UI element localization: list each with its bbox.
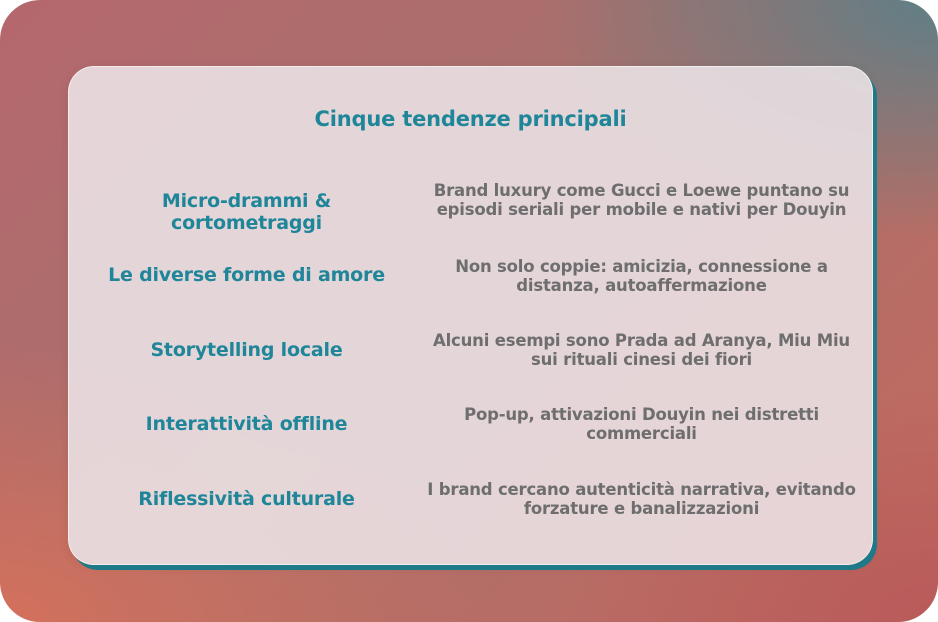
trend-label: Storytelling locale: [150, 339, 343, 361]
trend-label: Interattività offline: [145, 413, 348, 435]
trends-card: [68, 66, 873, 565]
trend-description: Non solo coppie: amicizia, connessione a distanza, autoaffermazione: [455, 257, 828, 295]
card-title: Cinque tendenze principali: [314, 107, 627, 131]
trend-description: Alcuni esempi sono Prada ad Aranya, Miu Miu sui rituali cinesi dei fiori: [433, 331, 850, 369]
trend-description: I brand cercano autenticità narrativa, evitando forzature e banalizzazioni: [427, 480, 856, 518]
trend-description: Brand luxury come Gucci e Loewe puntano su episodi seriali per mobile e nativi per Douyin: [433, 181, 850, 219]
trend-description: Pop-up, attivazioni Douyin nei distretti commerciali: [464, 405, 819, 443]
trend-label: Le diverse forme di amore: [108, 264, 385, 286]
trend-label: Micro-drammi & cortometraggi: [161, 190, 332, 234]
trend-label: Riflessività culturale: [138, 488, 355, 510]
